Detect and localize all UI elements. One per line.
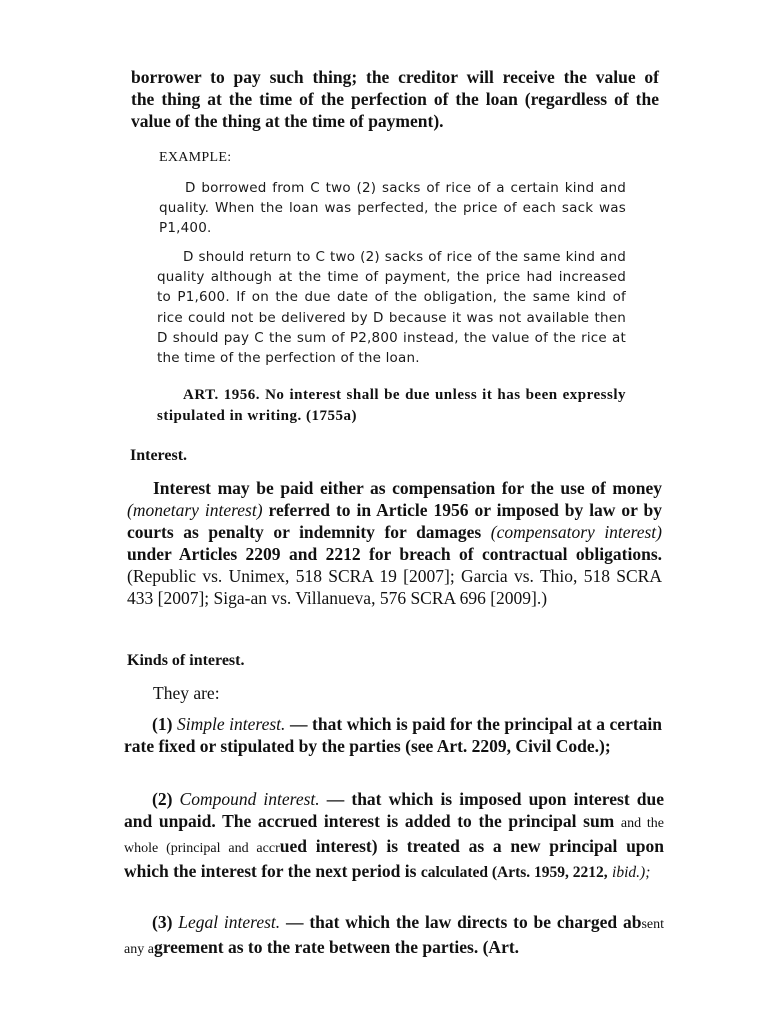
item-2-text-d: a new principal upon which the interest for the next period is xyxy=(124,836,665,881)
item-3-text-d: greement as to the rate between the parties. (Art. xyxy=(153,937,520,957)
article-1956-text: ART. 1956. No interest shall be due unless it has been expressly stipulated in writing. (1755a) xyxy=(157,387,626,424)
interest-text-a: Interest may be paid either as compensation for the use of money xyxy=(153,478,662,498)
item-2-text-b: and the whole (principal and accr xyxy=(124,816,664,856)
kinds-intro: They are: xyxy=(153,683,220,703)
intro-line-1: borrower to pay such thing; the creditor will receive the value of xyxy=(131,67,659,87)
interest-monetary-term: (monetary interest) xyxy=(127,500,263,520)
item-3-text-a: — that which the law directs to be charged xyxy=(285,912,618,932)
example-label: EXAMPLE: xyxy=(159,150,232,165)
item-3-text-b: ab xyxy=(622,912,642,932)
kind-item-compound xyxy=(124,788,664,884)
interest-paragraph xyxy=(127,477,662,609)
interest-text-e: under Articles 2209 and 2212 for breach of contractual obligations. xyxy=(127,544,662,564)
intro-paragraph xyxy=(131,66,659,132)
interest-text-c: referred to in Article 1956 or imposed by law or by courts as penalty or indemnity for damages xyxy=(127,500,663,542)
item-2-text-a: — that which is imposed upon interest due and unpaid. The accrued interest is added to the principal sum xyxy=(124,789,665,831)
kind-item-simple xyxy=(124,713,662,757)
item-2-term: Compound interest. xyxy=(179,789,320,809)
interest-heading: Interest. xyxy=(130,447,188,464)
intro-line-2: the thing at the time of the perfection of the loan (regardless of the xyxy=(131,89,659,109)
item-3-number: (3) xyxy=(152,912,173,932)
interest-citations: (Republic vs. Unimex, 518 SCRA 19 [2007]; Garcia vs. Thio, 518 SCRA 433 [2007]; Siga-an vs. Villanueva, 576 SCRA 696 [2009].) xyxy=(127,566,662,608)
item-2-text-c: ued interest) is treated as xyxy=(279,836,485,856)
item-3-text-c: sent any a xyxy=(124,917,664,957)
item-3-term: Legal interest. xyxy=(178,912,281,932)
item-2-text-f: ibid.); xyxy=(612,864,651,881)
example-paragraph-1 xyxy=(159,178,626,239)
item-2-number: (2) xyxy=(152,789,173,809)
intro-line-3: value of the thing at the time of payment). xyxy=(131,111,444,131)
example-paragraph-2 xyxy=(157,247,626,368)
kinds-heading: Kinds of interest. xyxy=(127,652,245,669)
example-paragraph-2-text: D should return to C two (2) sacks of rice of the same kind and quality although at the time of payment, the price had increased to P1,600. If on the due date of the obligation, the same kind of rice could not be delivered by D because it was not available then D should pay C the sum of P2,800 instead, the value of the rice at the time of the perfection of the loan. xyxy=(157,249,626,367)
item-1-number: (1) xyxy=(152,714,173,734)
item-1-term: Simple interest. xyxy=(176,714,286,734)
example-paragraph-1-text: D borrowed from C two (2) sacks of rice of a certain kind and quality. When the loan was perfected, the price of each sack was P1,400. xyxy=(159,180,626,237)
interest-compensatory-term: (compensatory interest) xyxy=(490,522,662,542)
article-1956 xyxy=(157,385,626,427)
item-1-text: — that which is paid for the principal at a certain rate fixed or stipulated by the parties (see Art. 2209, Civil Code.); xyxy=(124,714,663,756)
kind-item-legal xyxy=(124,911,664,961)
item-2-text-e: calculated (Arts. 1959, 2212, xyxy=(420,864,608,881)
